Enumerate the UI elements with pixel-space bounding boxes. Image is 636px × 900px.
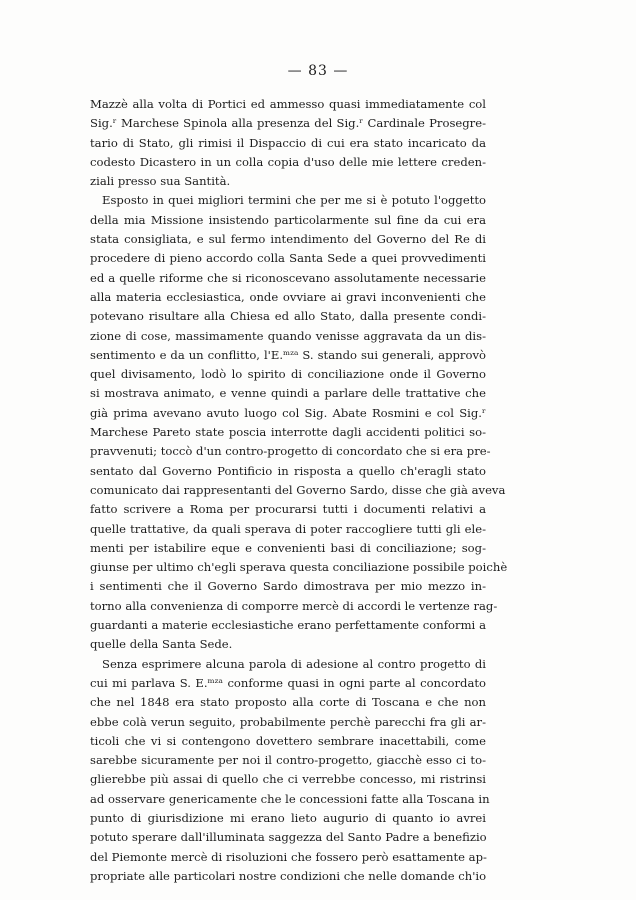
text-line: sentimento e da un conflitto, l'E.ᵐᶻᵃ S. stando sui generali, approvò — [90, 347, 486, 362]
text-line: della mia Missione insistendo particolarmente sul fine da cui era — [90, 212, 486, 227]
text-line: sarebbe sicuramente per noi il contro-progetto, giacchè esso ci to- — [90, 753, 486, 768]
text-line: Marchese Pareto state poscia interrotte dagli accidenti politici so- — [90, 425, 486, 440]
text-line: giunse per ultimo ch'egli sperava questa conciliazione possibile poichè — [90, 560, 508, 575]
text-line: guardanti a materie ecclesiastiche erano perfettamente conformi a — [90, 618, 486, 633]
text-line: potevano risultare alla Chiesa ed allo Stato, dalla presente condi- — [90, 309, 486, 324]
text-line: ad osservare genericamente che le concessioni fatte alla Toscana in — [90, 791, 490, 806]
text-line: Esposto in quei migliori termini che per me si è potuto l'oggetto — [102, 193, 486, 208]
text-line: alla materia ecclesiastica, onde ovviare ai gravi inconvenienti che — [90, 289, 486, 304]
text-line: propriate alle particolari nostre condizioni che nelle domande ch'io — [90, 868, 487, 883]
text-line: cui mi parlava S. E.ᵐᶻᵃ conforme quasi in ogni parte al concordato — [90, 675, 486, 690]
page-number: — 83 — — [287, 63, 349, 79]
text-line: potuto sperare dall'illuminata saggezza del Santo Padre a benefizio — [90, 830, 487, 845]
text-line: punto di giurisdizione mi erano lieto augurio di quanto io avrei — [90, 810, 486, 825]
text-line: ed a quelle riforme che si riconoscevano assolutamente necessarie — [90, 270, 486, 285]
text-line: glierebbe più assai di quello che ci verrebbe concesso, mi ristrinsi — [90, 772, 486, 787]
text-line: del Piemonte mercè di risoluzioni che fossero però esattamente ap- — [90, 849, 487, 864]
text-line: procedere di pieno accordo colla Santa Sede a quei provvedimenti — [90, 251, 486, 266]
text-line: ziali presso sua Santità. — [90, 174, 231, 189]
text-line: quelle della Santa Sede. — [90, 637, 233, 652]
body-text — [90, 95, 508, 886]
text-line: menti per istabilire eque e convenienti basi di conciliazione; sog- — [90, 540, 486, 555]
text-line: che nel 1848 era stato proposto alla corte di Toscana e che non — [90, 695, 486, 710]
text-line: zione di cose, massimamente quando venisse aggravata da un dis- — [90, 328, 486, 343]
text-line: pravvenuti; toccò d'un contro-progetto di concordato che si era pre- — [90, 444, 491, 459]
text-line: i sentimenti che il Governo Sardo dimostrava per mio mezzo in- — [90, 579, 486, 594]
text-line: torno alla convenienza di comporre mercè di accordi le vertenze rag- — [90, 598, 498, 613]
text-line: quelle trattative, da quali sperava di poter raccogliere tutti gli ele- — [90, 521, 486, 536]
text-line: Senza esprimere alcuna parola di adesione al contro progetto di — [102, 656, 486, 671]
text-line: ticoli che vi si contengono dovettero sembrare inacettabili, come — [90, 733, 486, 748]
text-line: stata consigliata, e sul fermo intendimento del Governo del Re di — [90, 232, 486, 247]
text-line: ebbe colà verun seguito, probabilmente perchè parecchi fra gli ar- — [90, 714, 486, 729]
text-line: Mazzè alla volta di Portici ed ammesso quasi immediatamente col — [90, 97, 486, 111]
text-line: già prima avevano avuto luogo col Sig. Abate Rosmini e col Sig.ʳ — [90, 405, 486, 420]
text-line: sentato dal Governo Pontificio in risposta a quello ch'eragli stato — [90, 463, 486, 478]
text-line: comunicato dai rappresentanti del Governo Sardo, disse che già aveva — [90, 482, 506, 497]
text-line: Sig.ʳ Marchese Spinola alla presenza del Sig.ʳ Cardinale Prosegre- — [90, 116, 486, 131]
text-line: fatto scrivere a Roma per procurarsi tutti i documenti relativi a — [90, 502, 486, 517]
text-line: si mostrava animato, e venne quindi a parlare delle trattative che — [90, 386, 486, 401]
text-line: codesto Dicastero in un colla copia d'uso delle mie lettere creden- — [90, 154, 486, 169]
text-line: quel divisamento, lodò lo spirito di conciliazione onde il Governo — [90, 367, 486, 382]
text-line: tario di Stato, gli rimisi il Dispaccio di cui era stato incaricato da — [90, 135, 486, 150]
